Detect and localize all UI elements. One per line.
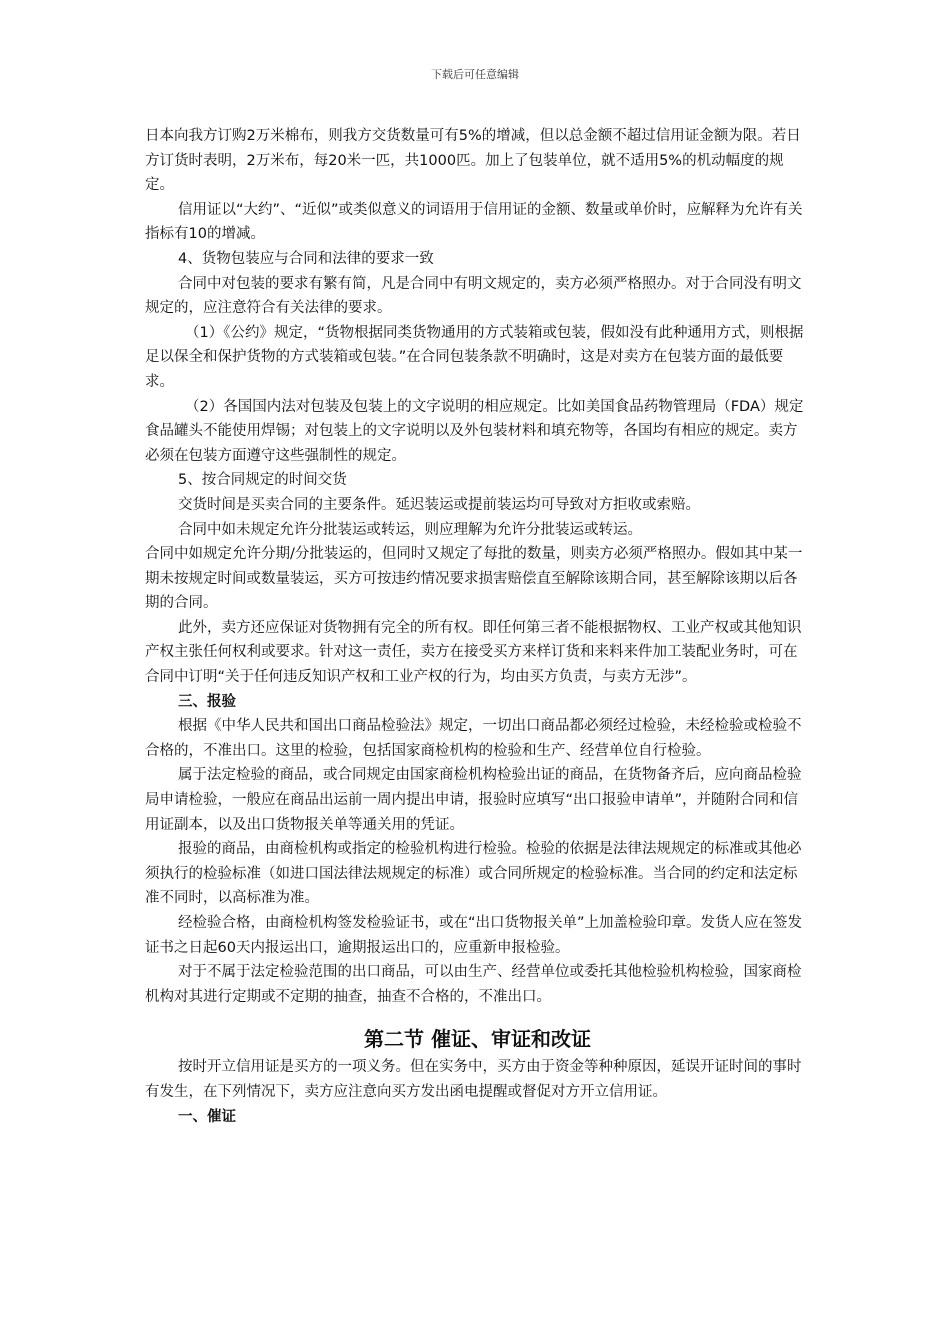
page-header: 下载后可任意编辑 — [431, 68, 519, 81]
paragraph: 日本向我方订购2万米棉布，则我方交货数量可有5%的增减，但以总金额不超过信用证金额为限。若日方订货时表明，2万米布，每20米一匹，共1000匹。加上了包装单位，就不适用5%的机动幅度的规定。 — [145, 128, 801, 194]
paragraph: 经检验合格，由商检机构签发检验证书，或在“出口货物报关单”上加盖检验印章。发货人应在签发证书之日起60天内报运出口，逾期报运出口的，应重新申报检验。 — [145, 915, 803, 956]
paragraph: （2）各国国内法对包装及包装上的文字说明的相应规定。比如美国食品药物管理局（FDA）规定食品罐头不能使用焊锡；对包装上的文字说明以及外包装材料和填充物等，各国均有相应的规定。卖方必须在包装方面遵守这些强制性的规定。 — [145, 398, 804, 464]
paragraph: 交货时间是买卖合同的主要条件。延迟装运或提前装运均可导致对方拒收或索赔。 — [178, 496, 700, 513]
paragraph: 此外，卖方还应保证对货物拥有完全的所有权。即任何第三者不能根据物权、工业产权或其他知识产权主张任何权利或要求。针对这一责任，卖方在接受买方来样订货和来料来件加工装配业务时，可在合同中订明“关于任何违反知识产权和工业产权的行为，均由买方负责，与卖方无涉”。 — [145, 619, 802, 686]
paragraph: （1）《公约》规定，“货物根据同类货物通用的方式装箱或包装，假如没有此种通用方式，则根据足以保全和保护货物的方式装箱或包装。”在合同包装条款不明确时，这是对卖方在包装方面的最低要求。 — [145, 324, 804, 390]
paragraph: 对于不属于法定检验范围的出口商品，可以由生产、经营单位或委托其他检验机构检验，国家商检机构对其进行定期或不定期的抽查，抽查不合格的，不准出口。 — [145, 964, 802, 1005]
paragraph: 按时开立信用证是买方的一项义务。但在实务中，买方由于资金等种种原因，延误开证时间的事时有发生，在下列情况下，卖方应注意向买方发出函电提醒或督促对方开立信用证。 — [145, 1059, 802, 1100]
paragraph: 报验的商品，由商检机构或指定的检验机构进行检验。检验的依据是法律法规规定的标准或其他必须执行的检验标准（如进口国法律法规规定的标准）或合同所规定的检验标准。当合同的约定和法定标准不同时，以高标准为准。 — [145, 841, 802, 907]
section-heading: 三、报验 — [178, 693, 236, 710]
subheading: 5、按合同规定的时间交货 — [178, 472, 347, 489]
paragraph: 根据《中华人民共和国出口商品检验法》规定，一切出口商品都必须经过检验，未经检验或检验不合格的，不准出口。这里的检验，包括国家商检机构的检验和生产、经营单位自行检验。 — [145, 718, 802, 759]
paragraph: 合同中对包装的要求有繁有简，凡是合同中有明文规定的，卖方必须严格照办。对于合同没有明文规定的，应注意符合有关法律的要求。 — [145, 275, 802, 317]
section-heading: 一、催证 — [178, 1108, 236, 1125]
section-title: 第二节 催证、审证和改证 — [364, 1027, 591, 1052]
paragraph: 属于法定检验的商品，或合同规定由国家商检机构检验出证的商品，在货物备齐后，应向商品检验局申请检验，一般应在商品出运前一周内提出申请，报验时应填写“出口报验申请单”，并随附合同和信用证副本，以及出口货物报关单等通关用的凭证。 — [145, 767, 802, 833]
paragraph: 合同中如规定允许分期/分批装运的，但同时又规定了每批的数量，则卖方必须严格照办。假如其中某一期未按规定时间或数量装运，买方可按违约情况要求损害赔偿直至解除该期合同，甚至解除该期以后各期的合同。 — [145, 546, 803, 612]
subheading: 4、货物包装应与合同和法律的要求一致 — [178, 250, 434, 267]
paragraph: 信用证以“大约”、“近似”或类似意义的词语用于信用证的金额、数量或单价时，应解释为允许有关指标有10的增减。 — [145, 201, 803, 243]
paragraph: 合同中如未规定允许分批装运或转运，则应理解为允许分批装运或转运。 — [178, 521, 642, 538]
document-body — [145, 124, 810, 1129]
